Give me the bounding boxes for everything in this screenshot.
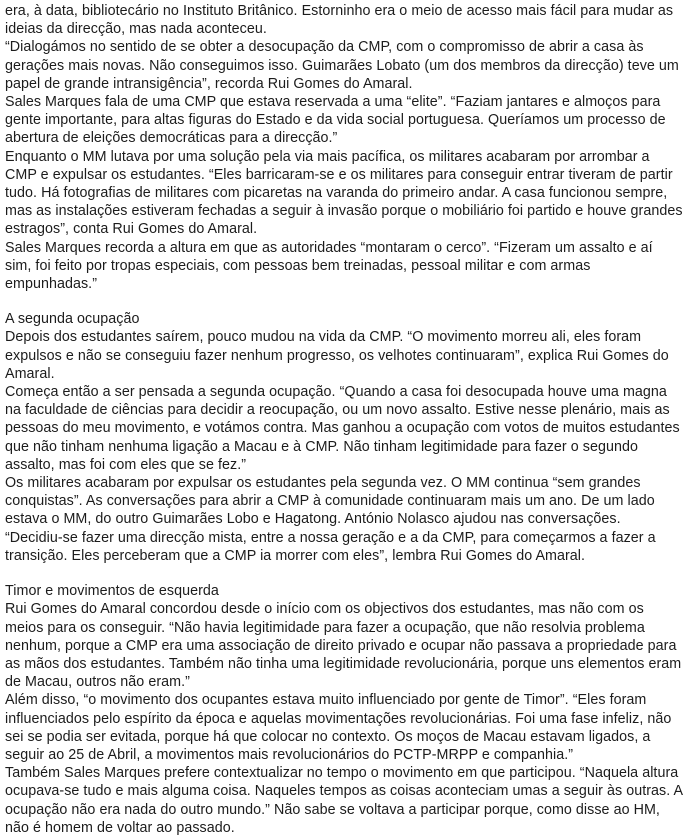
paragraph: era, à data, bibliotecário no Instituto Britânico. Estorninho era o meio de acesso mais fácil para mudar as ideias da direcção, mas nada aconteceu. xyxy=(5,3,674,38)
paragraph: Sales Marques fala de uma CMP que estava reservada a uma “elite”. “Faziam jantares e almoços para gente importante, para altas figuras do Estado e da vida social portuguesa. Queríamos um processo de abertura de eleições democráticas para a direcção.” xyxy=(5,94,666,147)
paragraph: Depois dos estudantes saírem, pouco mudou na vida da CMP. “O movimento morreu ali, eles foram expulsos e não se conseguiu fazer nenhum progresso, os velhotes continuaram”, explica Rui Gomes do Amaral. xyxy=(5,329,669,382)
paragraph: Os militares acabaram por expulsar os estudantes pela segunda vez. O MM continua “sem grandes conquistas”. As conversações para abrir a CMP à comunidade continuaram mais um ano. De um lado estava o MM, do outro Guimarães Lobo e Hagatong. António Nolasco ajudou nas conversações. xyxy=(5,475,655,528)
section-segunda-ocupacao xyxy=(5,310,683,565)
paragraph: Também Sales Marques prefere contextualizar no tempo o movimento em que participou. “Naquela altura ocupava-se tudo e mais alguma coisa. Naqueles tempos as coisas aconteciam umas a seguir às outras. A ocupação não era nada do outro mundo.” Não sabe se voltava a participar porque, como disse ao HM, não é homem de voltar ao passado. xyxy=(5,765,683,836)
paragraph: Sales Marques recorda a altura em que as autoridades “montaram o cerco”. “Fizeram um assalto e aí sim, foi feito por tropas especiais, com pessoas bem treinadas, pessoal militar e com armas empunhadas.” xyxy=(5,239,653,293)
section-heading: Timor e movimentos de esquerda xyxy=(5,583,219,600)
paragraph: Além disso, “o movimento dos ocupantes estava muito influenciado por gente de Timor”. “Eles foram influenciados pelo espírito da época e aquelas movimentações revolucionárias. Foi uma fase infeliz, não sei se podia ser evitada, porque há que colocar no contexto. Os moços de Macau estavam ligados, a seguir ao 25 de Abril, a movimentos mais revolucionários do PCTP-MRPP e companhia.” xyxy=(5,692,672,763)
section-intro xyxy=(5,2,683,293)
section-heading: A segunda ocupação xyxy=(5,311,140,328)
paragraph: Começa então a ser pensada a segunda ocupação. “Quando a casa foi desocupada houve uma magna na faculdade de ciências para decidir a reocupação, ou um novo assalto. Estive nesse plenário, mais as pessoas do meu movimento, e votámos contra. Mas ganhou a ocupação com votos de muitos estudantes que não tinham nenhuma ligação a Macau e à CMP. Não tinham legitimidade para fazer o segundo assalto, mas foi com eles que se fez.” xyxy=(5,384,680,473)
section-timor xyxy=(5,582,683,837)
section-spacer xyxy=(5,293,683,310)
paragraph: Rui Gomes do Amaral concordou desde o início com os objectivos dos estudantes, mas não com os meios para os conseguir. “Não havia legitimidade para fazer a ocupação, que não resolvia problema nenhum, porque a CMP era uma associação de direito privado e ocupar não passava a propriedade para as mãos dos estudantes. Também não tinha uma legitimidade revolucionária, porque uns elementos eram de Macau, outros não eram.” xyxy=(5,601,682,691)
paragraph: “Decidiu-se fazer uma direcção mista, entre a nossa geração e a da CMP, para começarmos a fazer a transição. Eles perceberam que a CMP ia morrer com eles”, lembra Rui Gomes do Amaral. xyxy=(5,529,656,564)
paragraph: “Dialogámos no sentido de se obter a desocupação da CMP, com o compromisso de abrir a casa às gerações mais novas. Não conseguimos isso. Guimarães Lobato (um dos membros da direcção) teve um papel de grande intransigência”, recorda Rui Gomes do Amaral. xyxy=(5,39,679,92)
paragraph: Enquanto o MM lutava por uma solução pela via mais pacífica, os militares acabaram por arrombar a CMP e expulsar os estudantes. “Eles barricaram-se e os militares para conseguir entrar tiveram de partir tudo. Há fotografias de militares com picaretas na varanda do primeiro andar. A casa funcionou sempre, mas as instalações estiveram fechadas a seguir à invasão porque o mobiliário foi partido e houve grandes estragos”, conta Rui Gomes do Amaral. xyxy=(5,148,683,238)
section-spacer xyxy=(5,565,683,582)
